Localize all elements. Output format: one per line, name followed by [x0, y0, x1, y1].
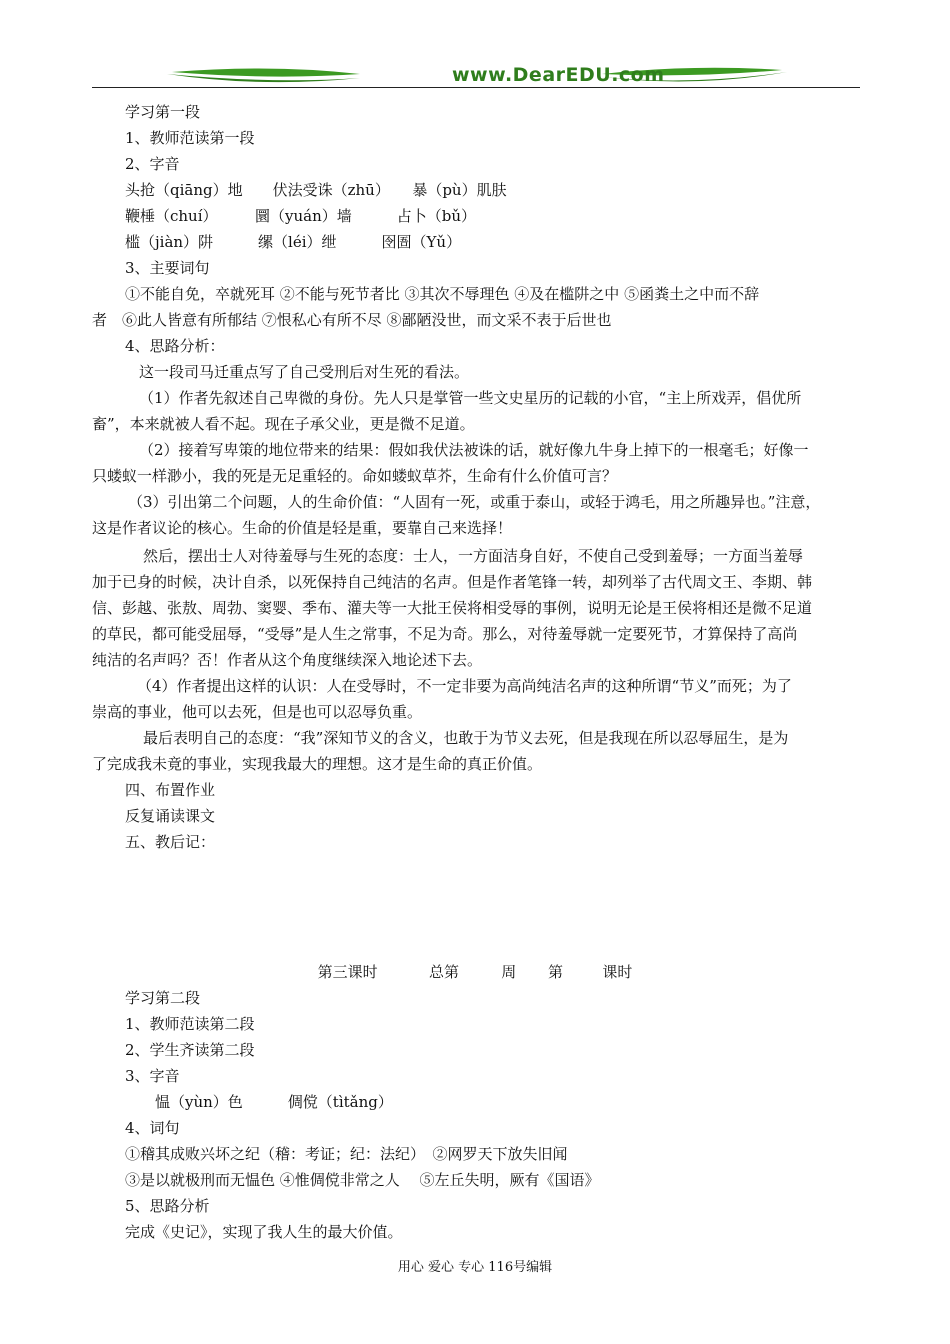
lesson-total: 总第 — [428, 963, 459, 981]
text-line: 4、思路分析： — [125, 337, 225, 355]
text-line: 加于已身的时候，决计自杀，以死保持自己纯洁的名声。但是作者笔锋一转，却列举了古代周文王、李期、韩 — [92, 573, 813, 591]
text-line: 学习第二段 — [125, 989, 201, 1007]
page-footer: 用心 爱心 专心 116号编辑 — [397, 1260, 553, 1275]
text-line: 四、布置作业 — [125, 781, 216, 799]
text-line: 五、教后记： — [125, 833, 216, 851]
text-line: 头抢（qiāng）地 伏法受诛（zhū） 暴（pù）肌肤 — [125, 181, 507, 199]
text-line: （1）作者先叙述自己卑微的身份。先人只是掌管一些文史星历的记载的小官，“主上所戏弄，倡优所 — [139, 389, 802, 407]
text-line: 愠（yùn）色 倜傥（tìtǎng） — [155, 1093, 393, 1111]
text-line: 这是作者议论的核心。生命的价值是轻是重，要靠自己来选择！ — [92, 519, 513, 537]
text-line: 反复诵读课文 — [125, 807, 216, 825]
lesson-week: 周 — [501, 963, 517, 981]
text-line: 只蝼蚁一样渺小，我的死是无足重轻的。命如蝼蚁草芥，生命有什么价值可言？ — [92, 467, 618, 485]
text-line: 2、学生齐读第二段 — [125, 1041, 255, 1059]
text-line: （4）作者提出这样的认识：人在受辱时，不一定非要为高尚纯洁名声的这种所谓“节义”而死；为了 — [137, 677, 792, 695]
lesson-unit: 课时 — [602, 963, 633, 981]
text-line: 4、词句 — [125, 1119, 180, 1137]
text-line: 畜”，本来就被人看不起。现在子承父业，更是微不足道。 — [92, 415, 475, 433]
text-line: 3、字音 — [125, 1067, 180, 1085]
text-line: ①稽其成败兴坏之纪（稽：考证；纪：法纪） ②网罗天下放失旧闻 — [125, 1145, 568, 1163]
text-line: 5、思路分析 — [125, 1197, 210, 1215]
text-line: 了完成我未竟的事业，实现我最大的理想。这才是生命的真正价值。 — [92, 755, 543, 773]
text-line: 然后，摆出士人对待羞辱与生死的态度：士人，一方面洁身自好，不使自己受到羞辱；一方面当羞辱 — [143, 547, 804, 565]
site-header — [92, 62, 860, 90]
text-line: ①不能自免，卒就死耳 ②不能与死节者比 ③其次不辱理色 ④及在槛阱之中 ⑤函粪土之中而不辞 — [125, 285, 760, 303]
text-line: 学习第一段 — [125, 103, 201, 121]
text-line: 信、彭越、张敖、周勃、窦婴、季布、灌夫等一大批王侯将相受辱的事例，说明无论是王侯将相还是微不足道 — [92, 599, 813, 617]
text-line: 这一段司马迁重点写了自己受刑后对生死的看法。 — [139, 363, 470, 381]
text-line: 的草民，都可能受屈辱，“受辱”是人生之常事，不足为奇。那么，对待羞辱就一定要死节，才算保持了高尚 — [92, 625, 798, 643]
header-divider — [92, 87, 860, 88]
text-line: 2、字音 — [125, 155, 180, 173]
lesson-title: 第三课时 — [317, 963, 378, 981]
text-line: 槛（jiàn）阱 缧（léi）绁 囹圄（Yǔ） — [125, 233, 462, 251]
text-line: 完成《史记》，实现了我人生的最大价值。 — [125, 1223, 403, 1241]
text-line: 者 ⑥此人皆意有所郁结 ⑦恨私心有所不尽 ⑧鄙陋没世，而文采不表于后世也 — [92, 311, 612, 329]
text-line: （3）引出第二个问题，人的生命价值：“人固有一死，或重于泰山，或轻于鸿毛，用之所趣异也。”注意， — [128, 493, 821, 511]
text-line: （2）接着写卑策的地位带来的结果：假如我伏法被诛的话，就好像九牛身上掉下的一根毫毛；好像一 — [139, 441, 809, 459]
text-line: 1、教师范读第一段 — [125, 129, 255, 147]
lesson-heading — [0, 962, 950, 982]
text-line: 最后表明自己的态度：“我”深知节义的含义，也敢于为节义去死，但是我现在所以忍辱屈生，是为 — [143, 729, 789, 747]
text-line: 1、教师范读第二段 — [125, 1015, 255, 1033]
text-line: ③是以就极刑而无愠色 ④惟倜傥非常之人 ⑤左丘失明，厥有《国语》 — [125, 1171, 600, 1189]
site-logo-text[interactable]: www.DearEDU.com — [452, 64, 665, 86]
text-line: 纯洁的名声吗？否！作者从这个角度继续深入地论述下去。 — [92, 651, 483, 669]
text-line: 鞭棰（chuí） 圜（yuán）墙 占卜（bǔ） — [125, 207, 477, 225]
text-line: 3、主要词句 — [125, 259, 210, 277]
lesson-nth: 第 — [548, 963, 564, 981]
text-line: 崇高的事业，他可以去死，但是也可以忍辱负重。 — [92, 703, 423, 721]
